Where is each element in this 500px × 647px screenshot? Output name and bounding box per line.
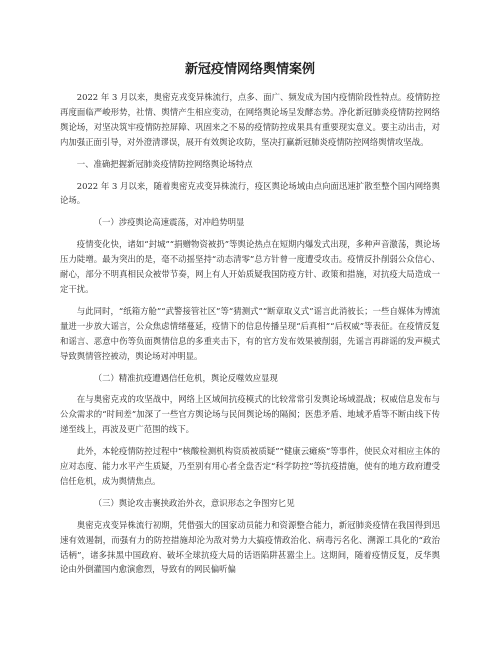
document-title: 新冠疫情网络舆情案例 <box>184 62 315 77</box>
subsection-heading-1: （一）涉疫舆论高速震荡，对冲趋势明显 <box>93 217 245 228</box>
body-paragraph: 奥密克戎变异株流行初期，凭借强大的国家动员能力和资源整合能力，新冠肺炎疫情在我国得到迅速有效遏制，而强有力的防控措施却沦为敌对势力大搞疫情政治化、病毒污名化、溯源工具化的“政治话柄”，诸多抹黑中国政府、破坏全球抗疫大局的话语陷阱甚嚣尘上。这期间，随着疫情反复，反华舆论由外倒灌国内愈演愈烈，导致有的网民偏听偏 <box>60 519 440 575</box>
intro-paragraph: 2022 年 3 月以来，奥密克戎变异株流行，点多、面广、频发成为国内疫情阶段性特点。疫情防控再度面临严峻形势，社情、舆情产生相应变动，在网络舆论场呈发酵态势。净化新冠肺炎疫情防控网络舆论场，对坚决筑牢疫情防控屏障、巩固来之不易的疫情防控成果具有重要现实意义。要主动出击，对内加强正面引导，对外澄清谬误，展开有效舆论攻防，坚决打赢新冠肺炎疫情防控网络舆情攻坚战。 <box>60 92 440 147</box>
subsection-heading-2: （二）精准抗疫遭遇信任危机，舆论反噬效应显现 <box>93 372 278 383</box>
body-paragraph: 与此同时，“纸箱方舱”“武警接管社区”等“猜测式”“断章取义式”谣言此消彼长；一些自媒体为博流量进一步放大谣言，公众焦虑情绪蔓延，疫情下的信息传播呈现“后真相”“后权威”等表征。在疫情反复和谣言、恶意中伤等负面舆情信息的多重夹击下，有的官方发布效果被削弱，先谣言再辟谣的发声模式导致舆情管控被动，舆论场对冲明显。 <box>60 305 440 361</box>
body-paragraph: 疫情变化快，诸如“封城”“捐赠物资被扔”等舆论热点在短期内爆发式出现，多种声音激荡，舆论场压力陡增。最为突出的是，毫不动摇坚持“动态清零”总方针曾一度遭受攻击。疫情反扑削弱公众信心、耐心，部分不明真相民众被带节奏，网上有人开始质疑我国防疫方针、政策和措施，对抗疫大局造成一定干扰。 <box>60 239 440 294</box>
section-intro-paragraph: 2022 年 3 月以来，随着奥密克戎变异株流行，疫区舆论场域由点向面迅速扩散至整个国内网络舆论场。 <box>60 180 440 206</box>
section-heading: 一、准确把握新冠肺炎疫情防控网络舆论场特点 <box>76 158 253 169</box>
subsection-heading-3: （三）舆论攻击裹挟政治外衣，意识形态之争图穷匕见 <box>93 497 295 508</box>
body-paragraph: 此外，本轮疫情防控过程中“核酸检测机构资质被质疑”“健康云瘫痪”等事件，使民众对相应主体的应对态度、能力水平产生质疑，乃至别有用心者全盘否定“科学防控”等抗疫措施，使有的地方政府遭受信任危机，成为舆情焦点。 <box>60 446 440 486</box>
body-paragraph: 在与奥密克戎的攻坚战中，网络上区域间抗疫模式的比较常常引发舆论场域混战；权威信息发布与公众需求的“时间差”加深了一些官方舆论场与民间舆论场的隔阂；医患矛盾、地域矛盾等不断由线下传递至线上，再波及更广范围的线下。 <box>60 394 440 435</box>
